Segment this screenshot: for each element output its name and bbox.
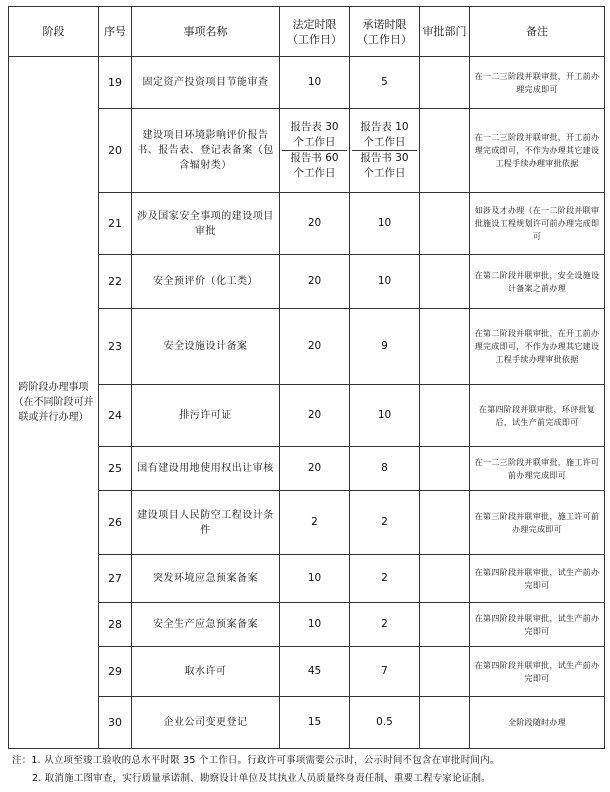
item-name-cell: 排污许可证	[132, 385, 280, 447]
stage-cell: 跨阶段办理事项（在不同阶段可并联或并行办理）	[9, 57, 99, 749]
note-cell: 在一二三阶段并联审批，开工前办理完成即可	[470, 57, 605, 109]
header-stage: 阶段	[9, 7, 99, 57]
seq-cell: 30	[99, 697, 132, 749]
legal-time-cell: 20	[280, 193, 350, 255]
dept-cell	[420, 447, 470, 491]
dept-cell	[420, 647, 470, 697]
dept-cell	[420, 309, 470, 385]
seq-cell: 21	[99, 193, 132, 255]
seq-cell: 24	[99, 385, 132, 447]
header-item: 事项名称	[132, 7, 280, 57]
table-row	[9, 193, 605, 255]
promise-time-cell: 8	[350, 447, 420, 491]
legal-time-cell: 20	[280, 385, 350, 447]
table-row	[9, 447, 605, 491]
promise-time-cell: 2	[350, 603, 420, 647]
promise-time-cell	[350, 109, 420, 193]
legal-time-cell: 2	[280, 491, 350, 555]
legal-time-cell	[280, 109, 350, 193]
table-row	[9, 255, 605, 309]
seq-cell: 20	[99, 109, 132, 193]
note-cell: 在第二阶段并联审批，安全设施设计备案之前办理	[470, 255, 605, 309]
legal-time-cell: 10	[280, 57, 350, 109]
note-cell: 在一二三阶段并联审批，施工许可前办理完成即可	[470, 447, 605, 491]
note-cell: 在第四阶段并联审批，试生产前办完即可	[470, 647, 605, 697]
promise-time-cell: 7	[350, 647, 420, 697]
legal-time-report-book: 报告书 60 个工作日	[282, 150, 347, 181]
item-name-cell: 突发环境应急预案备案	[132, 555, 280, 603]
item-name-cell: 安全预评价（化工类）	[132, 255, 280, 309]
note-cell: 在第四阶段并联审批，试生产前办完即可	[470, 603, 605, 647]
note-cell: 如涉及才办理（在一二阶段并联审批施设工程规划许可前办理完成即可	[470, 193, 605, 255]
table-row	[9, 697, 605, 749]
legal-time-cell: 10	[280, 603, 350, 647]
footer-note-1: 注：1. 从立项至竣工验收的总水平时限 35 个工作日。行政许可事项需要公示时，公示时间不包含在审批时间内。	[12, 755, 500, 766]
note-cell: 在第三阶段并联审批，施工许可前办理完成即可	[470, 491, 605, 555]
table-row	[9, 385, 605, 447]
note-cell: 在一二三阶段并联审批，开工前办理完成即可，不作为办理其它建设工程手续办理审批依据	[470, 109, 605, 193]
seq-cell: 19	[99, 57, 132, 109]
dept-cell	[420, 57, 470, 109]
table-row	[9, 109, 605, 193]
dept-cell	[420, 255, 470, 309]
table-row	[9, 647, 605, 697]
note-cell: 在第四阶段并联审批，环评批复后，试生产前完成即可	[470, 385, 605, 447]
approval-items-table	[8, 6, 605, 749]
item-name-cell: 固定资产投资项目节能审查	[132, 57, 280, 109]
promise-time-cell: 9	[350, 309, 420, 385]
table-row	[9, 491, 605, 555]
legal-time-report-form: 报告表 30 个工作日	[290, 121, 339, 148]
footer-note-2: 2. 取消施工图审查，实行质量承诺制、勘察设计单位及其执业人员质量终身责任制、重要工程专家论证制。	[32, 773, 491, 784]
promise-time-cell: 2	[350, 491, 420, 555]
item-name-cell: 建设项目环境影响评价报告书、报告表、登记表备案（包含辐射类）	[132, 109, 280, 193]
seq-cell: 28	[99, 603, 132, 647]
header-row	[9, 7, 605, 57]
dept-cell	[420, 697, 470, 749]
promise-time-cell: 10	[350, 193, 420, 255]
note-cell: 在第四阶段并联审批，试生产前办完即可	[470, 555, 605, 603]
seq-cell: 27	[99, 555, 132, 603]
seq-cell: 26	[99, 491, 132, 555]
item-name-cell: 企业公司变更登记	[132, 697, 280, 749]
seq-cell: 22	[99, 255, 132, 309]
header-legal-time: 法定时限（工作日）	[280, 7, 350, 57]
promise-time-cell: 10	[350, 255, 420, 309]
legal-time-cell: 10	[280, 555, 350, 603]
item-name-cell: 安全设施设计备案	[132, 309, 280, 385]
promise-time-cell: 5	[350, 57, 420, 109]
dept-cell	[420, 603, 470, 647]
header-dept: 审批部门	[420, 7, 470, 57]
item-name-cell: 涉及国家安全事项的建设项目审批	[132, 193, 280, 255]
legal-time-cell: 45	[280, 647, 350, 697]
promise-time-report-form: 报告表 10 个工作日	[360, 121, 409, 148]
dept-cell	[420, 109, 470, 193]
table-row	[9, 309, 605, 385]
item-name-cell: 取水许可	[132, 647, 280, 697]
promise-time-cell: 0.5	[350, 697, 420, 749]
note-cell: 在第二阶段并联审批，在开工前办理完成即可，不作为办理其它建设工程手续办理审批依据	[470, 309, 605, 385]
item-name-cell: 安全生产应急预案备案	[132, 603, 280, 647]
dept-cell	[420, 555, 470, 603]
note-cell: 全阶段随时办理	[470, 697, 605, 749]
table-row	[9, 57, 605, 109]
header-promise-time: 承诺时限（工作日）	[350, 7, 420, 57]
promise-time-cell: 10	[350, 385, 420, 447]
legal-time-cell: 20	[280, 447, 350, 491]
item-name-cell: 国有建设用地使用权出让审核	[132, 447, 280, 491]
header-note: 备注	[470, 7, 605, 57]
seq-cell: 23	[99, 309, 132, 385]
dept-cell	[420, 385, 470, 447]
seq-cell: 25	[99, 447, 132, 491]
dept-cell	[420, 491, 470, 555]
item-name-cell: 建设项目人民防空工程设计条件	[132, 491, 280, 555]
promise-time-report-book: 报告书 30 个工作日	[352, 150, 417, 181]
legal-time-cell: 20	[280, 309, 350, 385]
seq-cell: 29	[99, 647, 132, 697]
legal-time-cell: 15	[280, 697, 350, 749]
table-row	[9, 603, 605, 647]
table-row	[9, 555, 605, 603]
promise-time-cell: 2	[350, 555, 420, 603]
legal-time-cell: 20	[280, 255, 350, 309]
footer-notes	[12, 752, 604, 788]
dept-cell	[420, 193, 470, 255]
header-seq: 序号	[99, 7, 132, 57]
